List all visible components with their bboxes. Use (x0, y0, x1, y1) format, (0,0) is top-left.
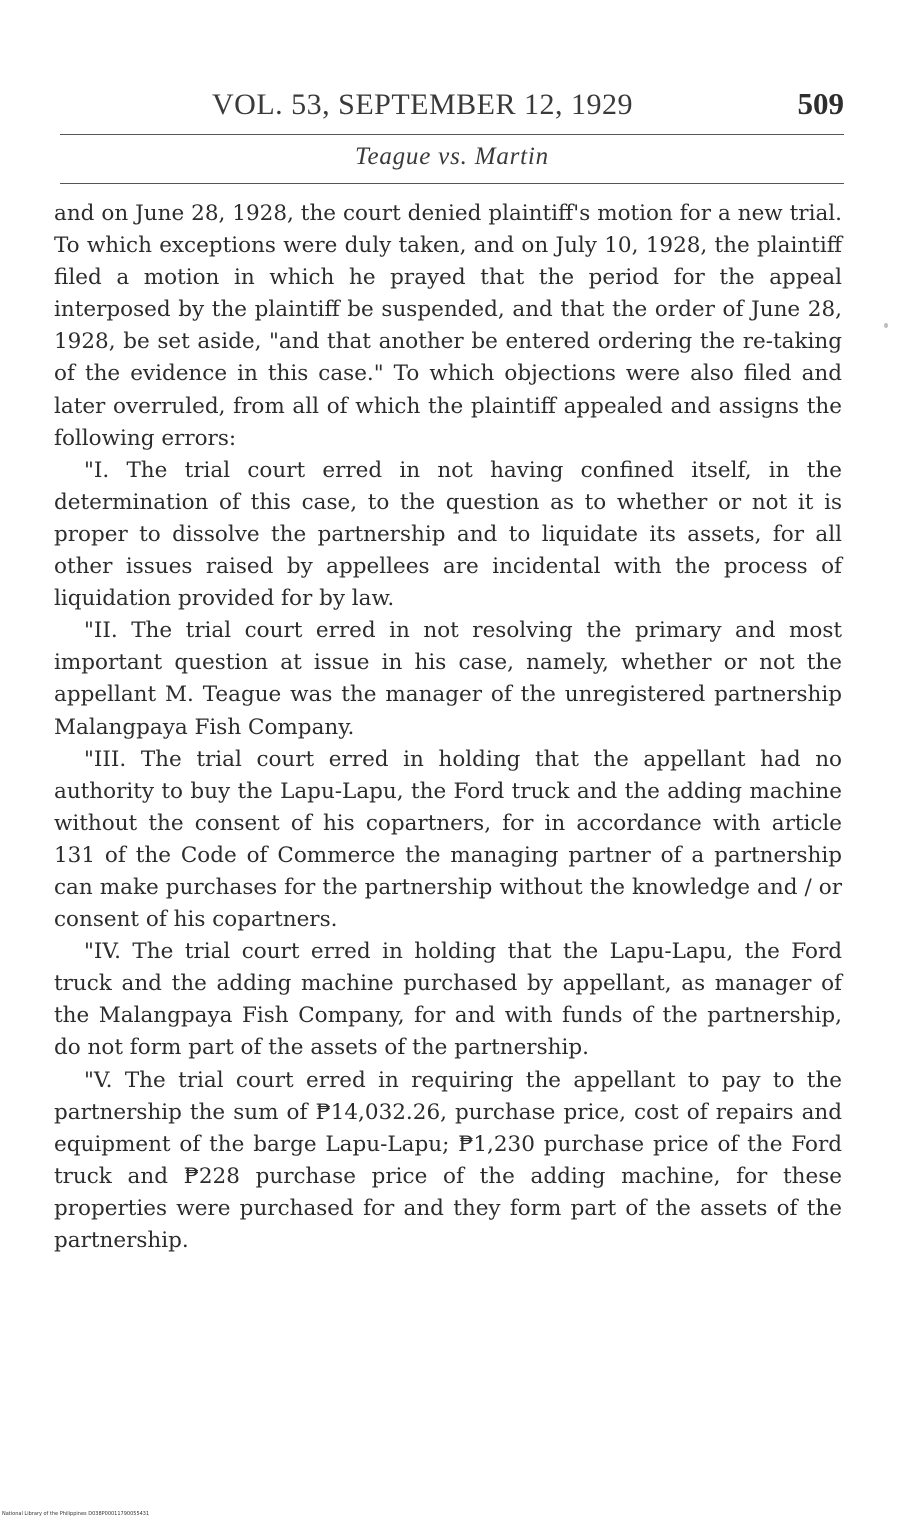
header-rule-bottom (60, 183, 844, 184)
running-head: VOL. 53, SEPTEMBER 12, 1929 (212, 88, 634, 121)
body-text (54, 198, 842, 1257)
scan-speck (884, 323, 888, 328)
paragraph-error-5: "V. The trial court erred in requiring the appellant to pay to the partnership the sum of ₱14,032.26, purchase price, cost of repairs and equipment of the barge Lapu-Lapu; ₱1,230 purchase price of the Ford truck and ₱228 purchase price of the adding machine, for these properties were purchased for and they form part of the assets of the partnership. (54, 1067, 842, 1253)
page-header (60, 84, 844, 128)
header-rule-top (60, 134, 844, 135)
scan-credit: National Library of the Philippines D038P00011790055431 (2, 1511, 150, 1517)
page-number: 509 (797, 86, 844, 121)
paragraph-continuation: and on June 28, 1928, the court denied plaintiff's motion for a new trial. To which exceptions were duly taken, and on July 10, 1928, the plaintiff filed a motion in which he prayed that the period for the appeal interposed by the plaintiff be suspended, and that the order of June 28, 1928, be set aside, "and that another be entered ordering the re-taking of the evidence in this case." To which objections were also filed and later overruled, from all of which the plaintiff appealed and assigns the following errors: (54, 201, 842, 451)
paragraph-error-2: "II. The trial court erred in not resolving the primary and most important question at issue in his case, namely, whether or not the appellant M. Teague was the manager of the unregistered partnership Malangpaya Fish Company. (54, 618, 842, 740)
paragraph-error-4: "IV. The trial court erred in holding that the Lapu-Lapu, the Ford truck and the adding machine purchased by appellant, as manager of the Malangpaya Fish Company, for and with funds of the partnership, do not form part of the assets of the partnership. (54, 939, 842, 1061)
case-title: Teague vs. Martin (355, 143, 549, 170)
paragraph-error-1: "I. The trial court erred in not having confined itself, in the determination of this case, to the question as to whether or not it is proper to dissolve the partnership and to liquidate its assets, for all other issues raised by appellees are incidental with the process of liquidation provided for by law. (54, 457, 842, 612)
paragraph-error-3: "III. The trial court erred in holding that the appellant had no authority to buy the Lapu-Lapu, the Ford truck and the adding machine without the consent of his copartners, for in accordance with article 131 of the Code of Commerce the managing partner of a partnership can make purchases for the partnership without the knowledge and / or consent of his copartners. (54, 746, 842, 933)
